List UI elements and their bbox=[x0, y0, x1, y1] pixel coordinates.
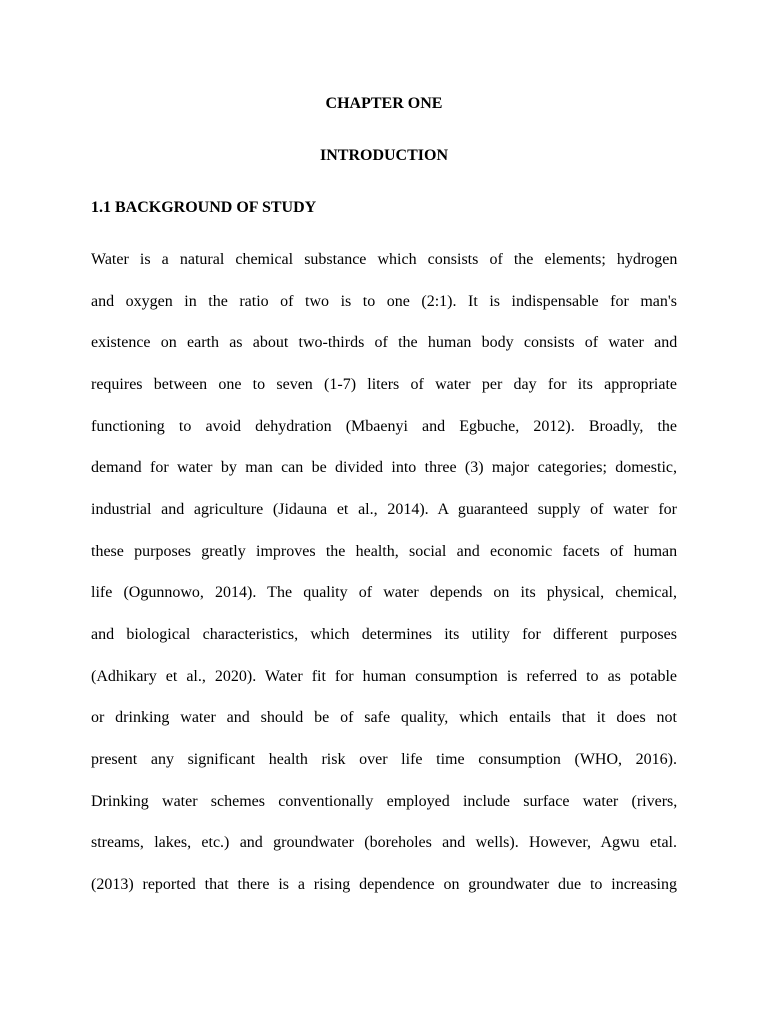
paragraph-line: Drinking water schemes conventionally employed include surface water (rivers, bbox=[91, 793, 678, 810]
paragraph-line: or drinking water and should be of safe quality, which entails that it does not bbox=[91, 709, 677, 726]
subsection-heading: 1.1 BACKGROUND OF STUDY bbox=[91, 199, 317, 216]
paragraph-line: and oxygen in the ratio of two is to one (2:1). It is indispensable for man's bbox=[91, 293, 678, 310]
paragraph-line: Water is a natural chemical substance which consists of the elements; hydrogen bbox=[91, 251, 678, 268]
paragraph-line: streams, lakes, etc.) and groundwater (boreholes and wells). However, Agwu etal. bbox=[91, 834, 677, 851]
paragraph-line: industrial and agriculture (Jidauna et al., 2014). A guaranteed supply of water for bbox=[91, 501, 677, 518]
paragraph-line: present any significant health risk over life time consumption (WHO, 2016). bbox=[91, 751, 677, 768]
paragraph-line: demand for water by man can be divided into three (3) major categories; domestic, bbox=[91, 459, 677, 476]
paragraph-line: (2013) reported that there is a rising dependence on groundwater due to increasing bbox=[91, 876, 677, 893]
section-title: INTRODUCTION bbox=[319, 147, 448, 164]
paragraph-line: and biological characteristics, which determines its utility for different purposes bbox=[91, 626, 677, 643]
paragraph-line: life (Ogunnowo, 2014). The quality of water depends on its physical, chemical, bbox=[91, 584, 677, 601]
paragraph-line: these purposes greatly improves the health, social and economic facets of human bbox=[91, 543, 678, 560]
paragraph-line: (Adhikary et al., 2020). Water fit for human consumption is referred to as potable bbox=[91, 668, 677, 685]
paragraph-line: functioning to avoid dehydration (Mbaenyi and Egbuche, 2012). Broadly, the bbox=[91, 418, 677, 435]
paragraph-line: requires between one to seven (1-7) liters of water per day for its appropriate bbox=[91, 376, 677, 393]
paragraph-line: existence on earth as about two-thirds of the human body consists of water and bbox=[91, 334, 678, 351]
chapter-title: CHAPTER ONE bbox=[325, 95, 443, 112]
